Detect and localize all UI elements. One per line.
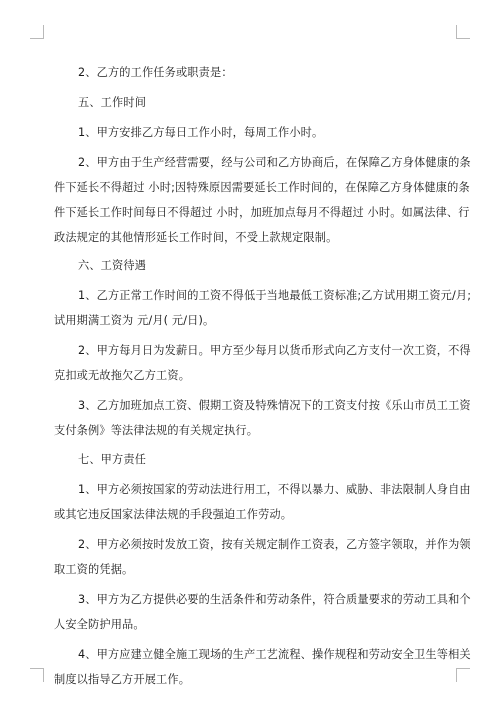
text-line: 3、甲方为乙方提供必要的生活条件和劳动条件，符合质量要求的劳动工具和个 <box>78 593 471 606</box>
text-line: 制度以指导乙方开展工作。 <box>54 673 191 686</box>
text-line: 2、甲方每月日为发薪日。甲方至少每月以货币形式向乙方支付一次工资，不得 <box>78 344 471 357</box>
crop-mark-bottom-left-h <box>30 668 44 669</box>
text-line: 1、甲方必须按国家的劳动法进行用工，不得以暴力、威胁、非法限制人身自由 <box>78 483 471 496</box>
text-line: 政法规定的其他情形延长工作时间，不受上款规定限制。 <box>54 231 338 244</box>
section-heading: 五、工作时间 <box>78 96 147 109</box>
text-line: 支付条例》等法律法规的有关规定执行。 <box>54 424 259 437</box>
section-heading: 七、甲方责任 <box>78 453 147 466</box>
text-line: 件下延长工作时间每日不得超过 小时，加班加点每月不得超过 小时。如属法律、行 <box>54 206 470 219</box>
crop-mark-top-right-h <box>456 38 470 39</box>
crop-mark-top-left-h <box>30 38 44 39</box>
text-line: 人安全防护用品。 <box>54 618 145 631</box>
crop-mark-top-right-v <box>456 25 457 39</box>
text-line: 试用期满工资为 元/月( 元/日)。 <box>54 314 215 327</box>
text-line: 1、甲方安排乙方每日工作小时，每周工作小时。 <box>78 126 324 139</box>
text-line: 2、甲方必须按时发放工资，按有关规定制作工资表，乙方签字领取，并作为领 <box>78 538 471 551</box>
section-heading: 六、工资待遇 <box>78 259 147 272</box>
text-line: 4、甲方应建立健全施工现场的生产工艺流程、操作规程和劳动安全卫生等相关 <box>78 648 471 661</box>
text-line: 件下延长不得超过 小时;因特殊原因需要延长工作时间的，在保障乙方身体健康的条 <box>54 181 470 194</box>
crop-mark-bottom-right-h <box>456 668 470 669</box>
text-line: 3、乙方加班加点工资、假期工资及特殊情况下的工资支付按《乐山市员工工资 <box>78 399 471 412</box>
text-line: 1、乙方正常工作时间的工资不得低于当地最低工资标准;乙方试用期工资元/月; <box>78 289 472 302</box>
text-line: 2、甲方由于生产经营需要，经与公司和乙方协商后，在保障乙方身体健康的条 <box>78 156 471 169</box>
text-line: 或其它违反国家法律法规的手段强迫工作劳动。 <box>54 508 293 521</box>
text-line: 克扣或无故拖欠乙方工资。 <box>54 369 191 382</box>
text-line: 取工资的凭据。 <box>54 563 134 576</box>
text-line: 2、乙方的工作任务或职责是： <box>78 66 233 79</box>
crop-mark-bottom-right-v <box>456 668 457 682</box>
crop-mark-bottom-left-v <box>43 668 44 682</box>
crop-mark-top-left-v <box>43 25 44 39</box>
